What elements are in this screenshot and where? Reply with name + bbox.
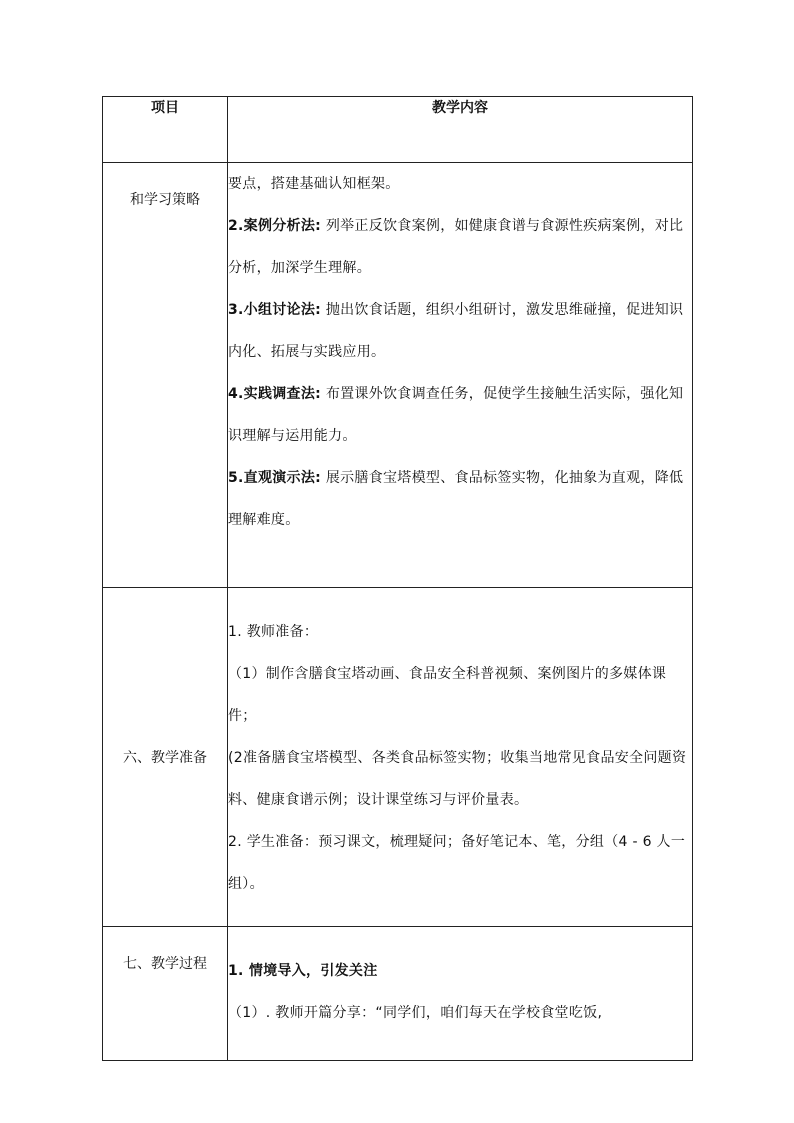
prep-teacher-item-2: (2准备膳食宝塔模型、各类食品标签实物；收集当地常见食品安全问题资料、健康食谱示例；设计课堂练习与评价量表。 [228, 750, 687, 808]
table-row-preparation [103, 588, 693, 927]
strategy-content [228, 163, 693, 588]
method-title: 3.小组讨论法: [228, 302, 322, 318]
method-text: 抛出饮食话题，组织小组研讨，激发思维碰撞，促进知识内化、拓展与实践应用。 [228, 302, 684, 360]
table-row-strategy [103, 163, 693, 588]
row-label-strategy: 和学习策略 [103, 163, 228, 588]
prep-teacher-item-1: （1）制作含膳食宝塔动画、食品安全科普视频、案例图片的多媒体课件； [228, 666, 667, 724]
header-content: 教学内容 [228, 97, 693, 163]
method-text: 列举正反饮食案例，如健康食谱与食源性疾病案例，对比分析，加深学生理解。 [228, 218, 684, 276]
strategy-line-1: 要点，搭建基础认知框架。 [228, 176, 400, 192]
prep-teacher-title: 1. 教师准备： [228, 624, 319, 640]
row-label-preparation: 六、教学准备 [103, 588, 228, 927]
method-title: 2.案例分析法: [228, 218, 322, 234]
method-text: 布置课外饮食调查任务，促使学生接触生活实际，强化知识理解与运用能力。 [228, 386, 684, 444]
lesson-plan-table [102, 96, 693, 1061]
method-text: 展示膳食宝塔模型、食品标签实物，化抽象为直观，降低理解难度。 [228, 470, 684, 528]
table-header-row [103, 97, 693, 163]
strategy-method-4 [228, 373, 692, 457]
method-title: 4.实践调查法: [228, 386, 322, 402]
table-row-process [103, 927, 693, 1061]
strategy-method-2 [228, 205, 692, 289]
process-step-item-1: （1）. 教师开篇分享：“同学们，咱们每天在学校食堂吃饭, [228, 1005, 603, 1021]
strategy-method-5 [228, 457, 692, 541]
process-step-title: 1. 情境导入，引发关注 [228, 963, 378, 979]
process-content [228, 927, 693, 1061]
preparation-content [228, 588, 693, 927]
header-item: 项目 [103, 97, 228, 163]
method-title: 5.直观演示法: [228, 470, 322, 486]
row-label-process: 七、教学过程 [103, 927, 228, 1061]
prep-student: 2. 学生准备：预习课文，梳理疑问；备好笔记本、笔，分组（4 - 6 人一组）。 [228, 834, 686, 892]
strategy-method-3 [228, 289, 692, 373]
